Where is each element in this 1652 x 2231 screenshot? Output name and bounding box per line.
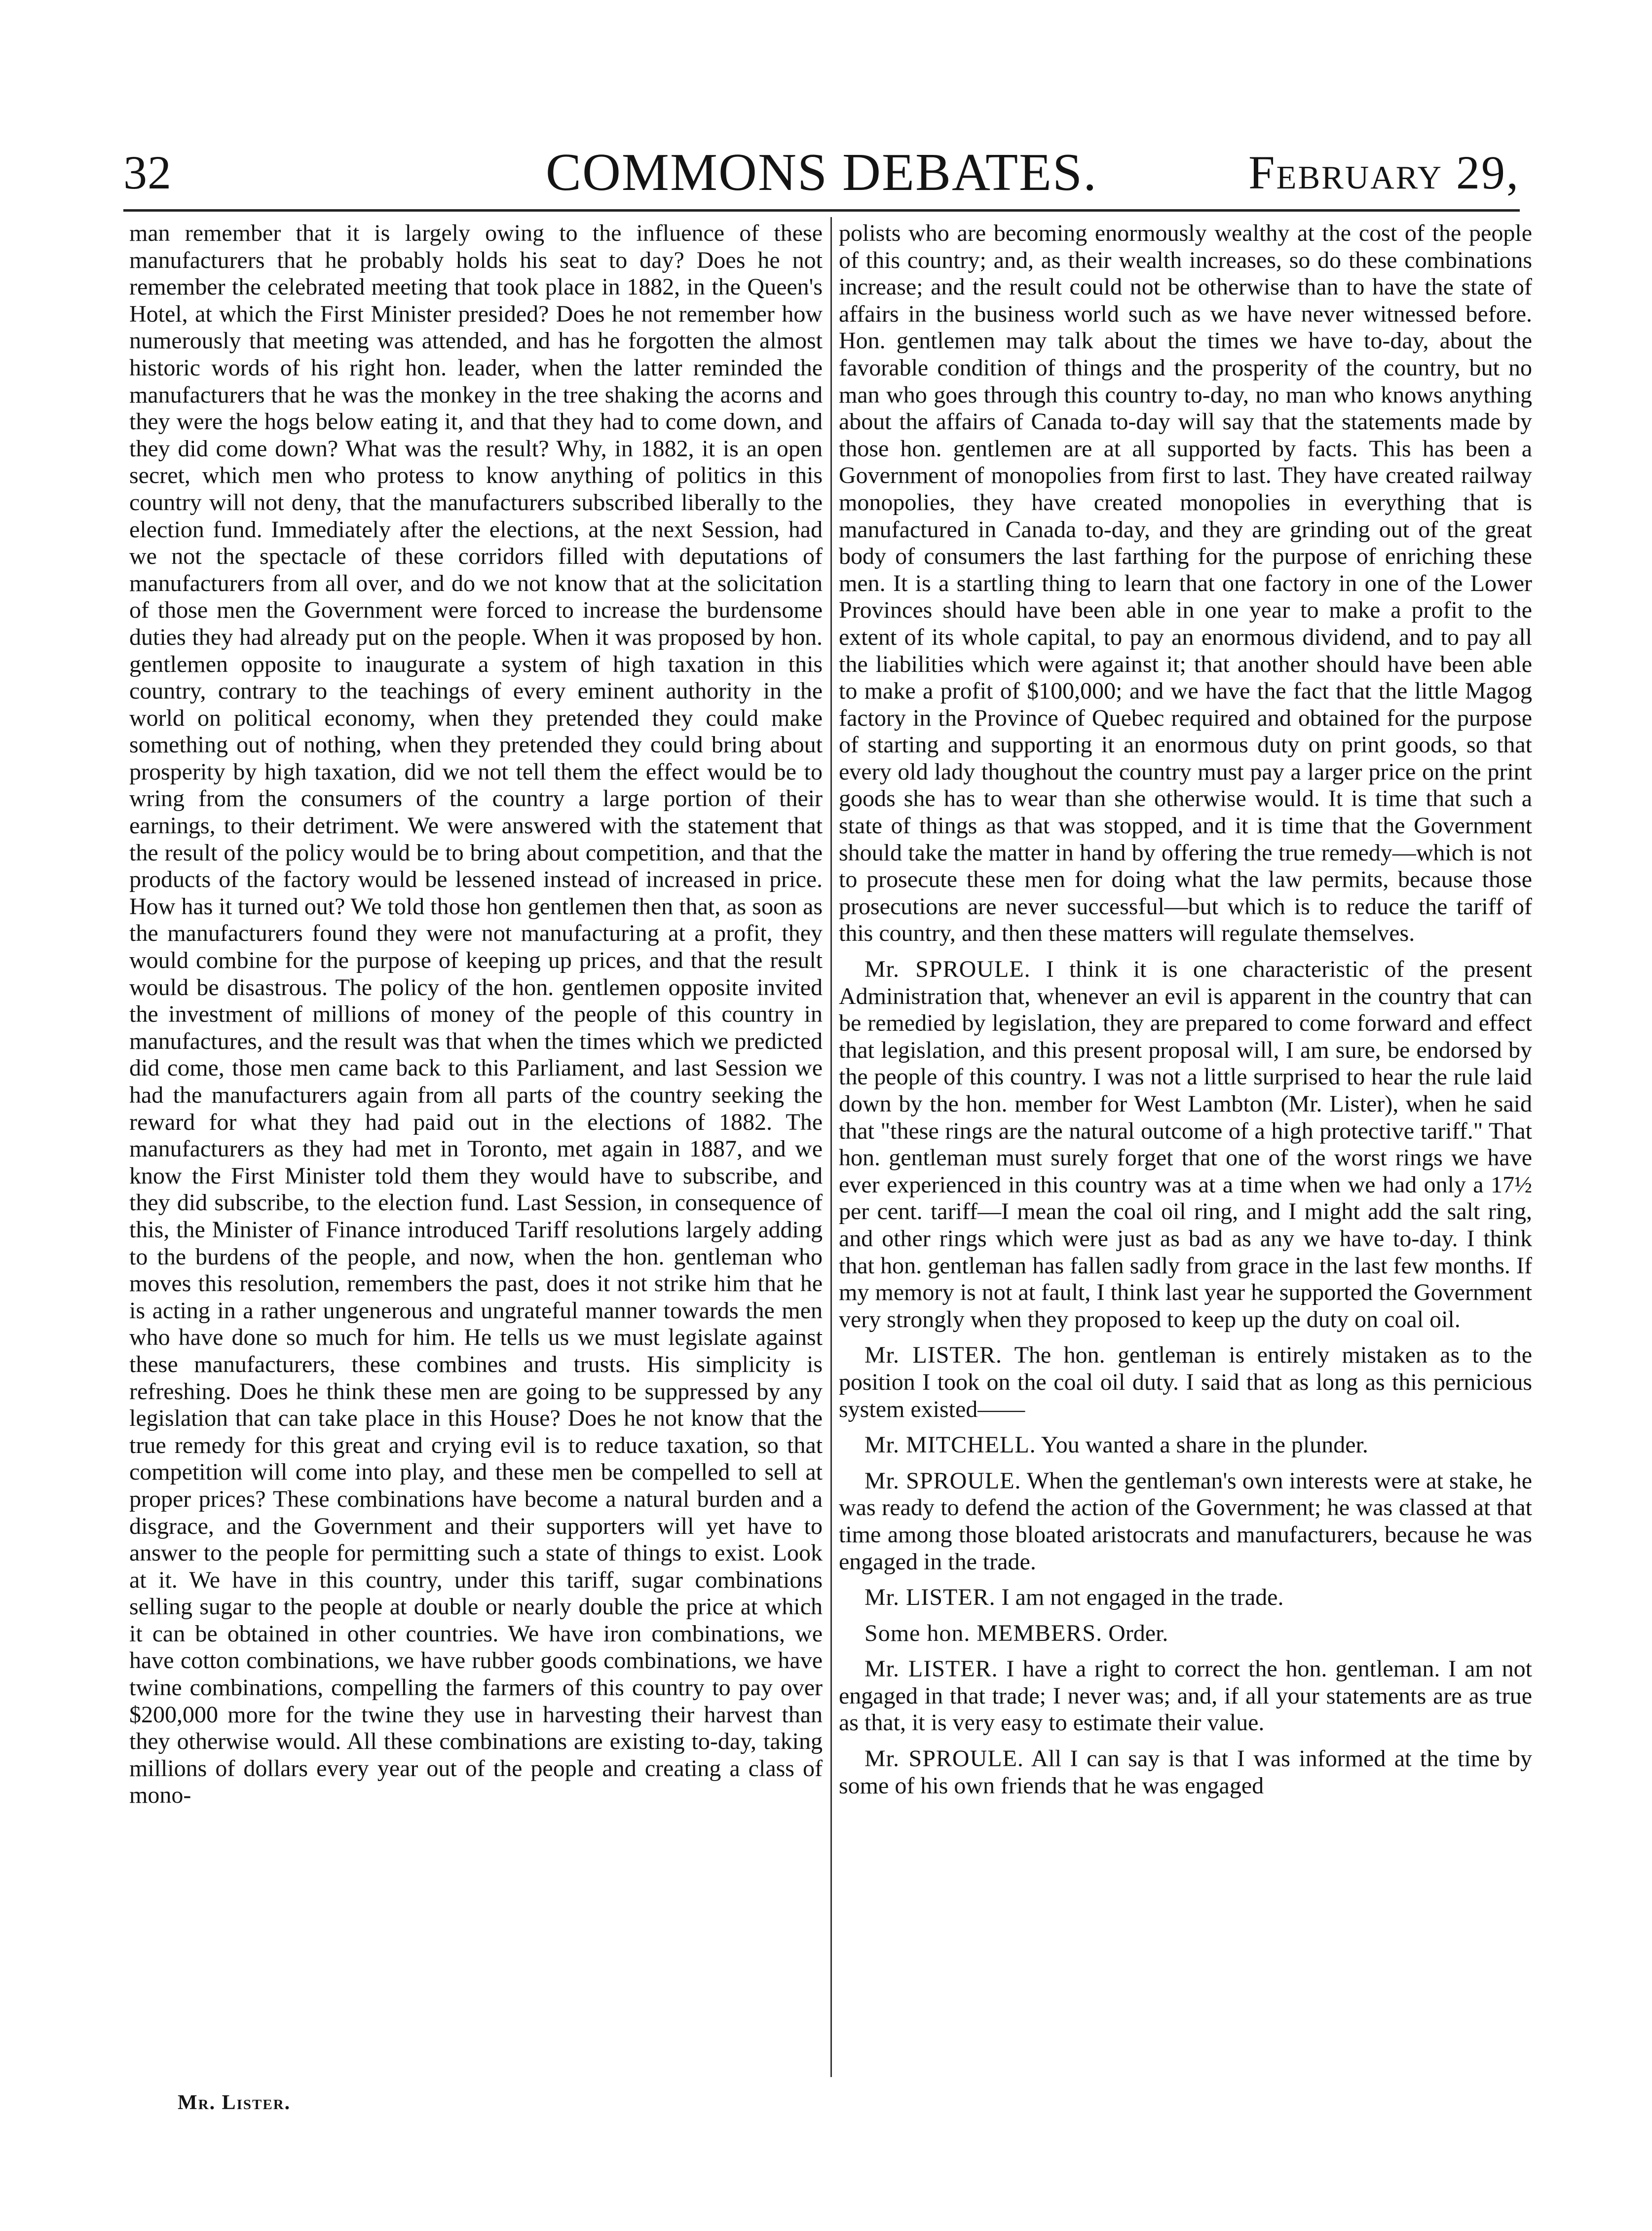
speech-text: I have a right to correct the hon. gentleman. I am not engaged in that trade; I never was; and, if all your statements are as true as that, it is very easy to estimate their value. (839, 1656, 1532, 1736)
speech-text: When the gentleman's own interests were at stake, he was ready to defend the action of the Government; he was classed at that time among those bloated aristocrats and manufacturers, because he was engaged in the trade. (839, 1467, 1532, 1575)
page-date: February 29, (1248, 146, 1520, 199)
speech-sproule-1 (839, 956, 1532, 1333)
speaker-name: Mr. LISTER. (864, 1342, 1003, 1369)
running-footer-name: Mr. Lister. (178, 2091, 291, 2114)
speaker-name: Mr. SPROULE. (864, 956, 1031, 983)
page-number: 32 (123, 146, 172, 199)
speaker-name: Mr. SPROULE. (864, 1467, 1021, 1494)
page-header (123, 143, 1520, 212)
speaker-name: Mr. SPROULE. (864, 1746, 1024, 1772)
speech-lister-2 (839, 1584, 1532, 1611)
speech-members-1 (839, 1620, 1532, 1647)
speech-text: All I can say is that I was informed at the time by some of his own friends that he was engaged (839, 1746, 1532, 1799)
speech-text: Order. (1108, 1620, 1168, 1646)
column-divider (830, 217, 832, 2077)
speaker-name: Mr. LISTER. (864, 1656, 998, 1682)
speaker-name: Mr. MITCHELL. (864, 1432, 1036, 1458)
speaker-name: Some hon. MEMBERS. (864, 1620, 1103, 1646)
speaker-name: Mr. LISTER. (864, 1584, 996, 1611)
speech-sproule-3 (839, 1746, 1532, 1799)
header-rule (123, 209, 1520, 212)
speech-mitchell-1 (839, 1432, 1532, 1459)
left-column (129, 220, 823, 2095)
left-paragraph: man remember that it is largely owing to the influence of these manufacturers that he probably holds his seat to day? Does he not remember the celebrated meeting that took place in 1882, in the Queen's Hotel, at which the First Minister presided? Does he not remember how numerously that meeting was attended, and has he forgotten the almost historic words of his right hon. leader, when the latter reminded the manufacturers that he was the monkey in the tree shaking the acorns and they were the hogs below eating it, and that they had to come down, and they did come down? What was the result? Why, in 1882, it is an open secret, which men who protess to know anything of politics in this country will not deny, that the manufacturers subscribed liberally to the election fund. Immediately after the elections, at the next Session, had we not the spectacle of these corridors filled with deputations of manufacturers from all over, and do we not know that at the solicitation of those men the Government were forced to increase the burdensome duties they had already put on the people. When it was proposed by hon. gentlemen opposite to inaugurate a system of high taxation in this country, contrary to the teachings of every eminent authority in the world on political economy, when they pretended they could make something out of nothing, when they pretended they could bring about prosperity by high taxation, did we not tell them the effect would be to wring from the consumers of the country a large portion of their earnings, to their detriment. We were answered with the statement that the result of the policy would be to bring about competition, and that the products of the factory would be lessened instead of increased in price. How has it turned out? We told those hon gentlemen then that, as soon as the manufacturers found they were not manufacturing at a profit, they would combine for the purpose of keeping up prices, and that the result would be disastrous. The policy of the hon. gentlemen opposite invited the investment of millions of money of the people of this country in manufactures, and the result was that when the times which we predicted did come, those men came back to this Parliament, and last Session we had the manufacturers again from all parts of the country seeking the reward for what they had paid out in the elections of 1882. The manufacturers as they had met in Toronto, met again in 1887, and we know the First Minister told them they would have to subscribe, and they did subscribe, to the election fund. Last Session, in consequence of this, the Minister of Finance introduced Tariff resolutions largely adding to the burdens of the people, and now, when the hon. gentleman who moves this resolution, remembers the past, does it not strike him that he is acting in a rather ungenerous and ungrateful manner towards the men who have done so much for him. He tells us we must legislate against these manufacturers, these combines and trusts. His simplicity is refreshing. Does he think these men are going to be suppressed by any legislation that can take place in this House? Does he not know that the true remedy for this great and crying evil is to reduce taxation, so that competition will come into play, and these men be compelled to sell at proper prices? These combinations have become a natural burden and a disgrace, and the Government and their supporters will yet have to answer to the people for permitting such a state of things to exist. Look at it. We have in this country, under this tariff, sugar combinations selling sugar to the people at double or nearly double the price at which it can be obtained in other countries. We have iron combinations, we have cotton combinations, we have rubber goods combinations, we have twine combinations, compelling the farmers of this country to pay over $200,000 more for the twine they use in harvesting their harvest than they otherwise would. All these combinations are existing to-day, taking millions of dollars every year out of the people and creating a class of mono- (129, 220, 823, 1809)
journal-title: COMMONS DEBATES. (545, 143, 1098, 202)
speech-lister-1 (839, 1342, 1532, 1423)
right-column (839, 220, 1532, 2095)
speech-text: The hon. gentleman is entirely mistaken as to the position I took on the coal oil duty. I said that as long as this pernicious system existed—— (839, 1342, 1532, 1422)
speech-lister-3 (839, 1656, 1532, 1737)
speech-text: I am not engaged in the trade. (1001, 1584, 1284, 1611)
speech-text: You wanted a share in the plunder. (1041, 1432, 1368, 1458)
right-paragraph: polists who are becoming enormously wealthy at the cost of the people of this country; and, as their wealth increases, so do these combinations increase; and the result could not be otherwise than to have the state of affairs in the business world such as we have never witnessed before. Hon. gentlemen may talk about the times we have to-day, about the favorable condition of things and the prosperity of the country, but no man who goes through this country to-day, no man who knows anything about the affairs of Canada to-day will say that the statements made by those hon. gentlemen are at all supported by facts. This has been a Government of monopolies from first to last. They have created railway monopolies, they have created monopolies in everything that is manufactured in Canada to-day, and they are grinding out of the great body of consumers the last farthing for the purpose of enriching these men. It is a startling thing to learn that one factory in one of the Lower Provinces should have been able in one year to make a profit to the extent of its whole capital, to pay an enormous dividend, and to pay all the liabilities which were against it; that another should have been able to make a profit of $100,000; and we have the fact that the little Magog factory in the Province of Quebec required and obtained for the purpose of starting and supporting it an enormous duty on print goods, so that every old lady thoughout the country must pay a larger price on the print goods she has to wear than she otherwise would. It is time that such a state of things as that was stopped, and it is time that the Government should take the matter in hand by offering the true remedy—which is not to prosecute these men for doing what the law permits, because those prosecutions are never successful—but which is to reduce the tariff of this country, and then these matters will regulate themselves. (839, 220, 1532, 947)
speech-sproule-2 (839, 1468, 1532, 1575)
speech-text: I think it is one characteristic of the present Administration that, whenever an evil is apparent in the country that can be remedied by legislation, they are prepared to come forward and effect that legislation, and this present proposal will, I am sure, be endorsed by the people of this country. I was not a little surprised to hear the rule laid down by the hon. member for West Lambton (Mr. Lister), when he said that "these rings are the natural outcome of a high protective tariff." That hon. gentleman must surely forget that one of the worst rings we have ever experienced in this country was at a time when we had only a 17½ per cent. tariff—I mean the coal oil ring, and I might add the salt ring, and other rings which were just as bad as any we have to-day. I think that hon. gentleman has fallen sadly from grace in the last few months. If my memory is not at fault, I think last year he supported the Government very strongly when they proposed to keep up the duty on coal oil. (839, 956, 1532, 1333)
